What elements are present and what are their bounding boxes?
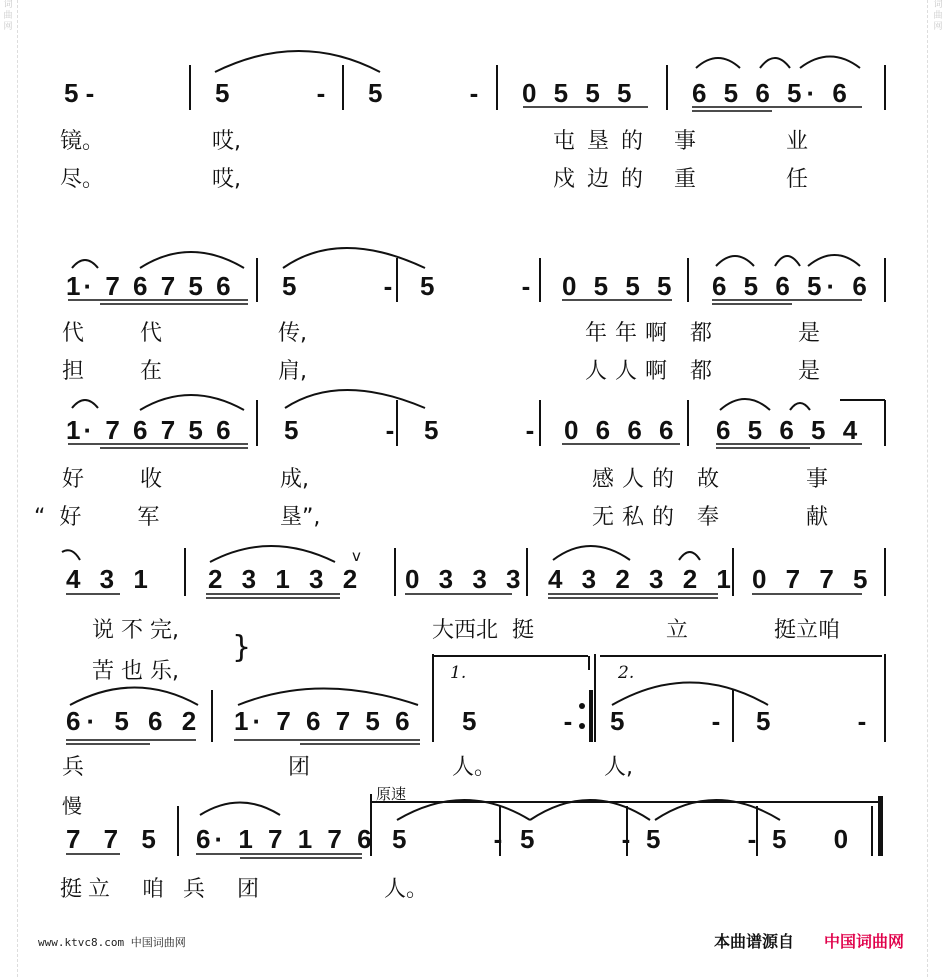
row1-lyric1-d: 业 — [786, 129, 809, 154]
row3-lyric1-d: 事 — [806, 467, 829, 492]
row4-lyric1-a: 说 不 完, — [92, 618, 179, 643]
row4-m3: 0 3 3 3 — [405, 564, 527, 594]
row1-m1: 5 - — [64, 78, 95, 108]
row6-m6: 5 0 — [772, 824, 869, 854]
row2-m5: 6 5 6 5· 6 — [712, 271, 872, 301]
row3-lyric1-b: 成, — [280, 467, 309, 492]
row4-m5: 0 7 7 5 — [752, 564, 874, 594]
row2-lyric1-b: 传, — [278, 321, 307, 346]
tempo-slow: 慢 — [62, 794, 82, 818]
tempo-original: 原速 — [376, 785, 407, 803]
volta-1: 1. — [450, 663, 467, 683]
row1-m4: 0 5 5 5 — [522, 78, 637, 108]
row3-m1: 1· 7 6 7 5 6 — [66, 415, 234, 445]
row3-lyric2-d: 献 — [806, 505, 829, 530]
side-watermark-right: 词 曲 网 — [931, 0, 945, 977]
row2-m3: 5 - — [420, 271, 571, 301]
brace: } — [232, 630, 252, 665]
row5-m5: 5 - — [756, 706, 907, 736]
row3-lyric1-c: 感人的 故 — [592, 467, 727, 492]
row4-m4: 4 3 2 3 2 1 — [548, 564, 737, 594]
row4-lyric2-a: 苦 也 乐, — [92, 659, 179, 684]
footer-brand-logo[interactable]: 中国词曲网 — [824, 932, 905, 951]
row5-m4: 5 - — [610, 706, 761, 736]
row2-lyric2-b: 肩, — [278, 359, 307, 384]
row5-lyric-d: 人, — [604, 755, 633, 780]
row1-m3: 5 - — [368, 78, 519, 108]
row3-m5: 6 5 6 5 4 — [716, 415, 863, 445]
row5-m2: 1· 7 6 7 5 6 — [234, 706, 414, 736]
row2-m1: 1· 7 6 7 5 6 — [66, 271, 234, 301]
row3-lyric2-b: 垦”, — [280, 505, 321, 530]
row4-m2: 2 3 1 3 2 — [208, 564, 364, 594]
row3-lyric1-a: 好 收 — [62, 467, 176, 492]
row6-m4: 5 - — [520, 824, 671, 854]
row6-m3: 5 - — [392, 824, 543, 854]
row3-m4: 0 6 6 6 — [564, 415, 679, 445]
row4-lyric1-c: 立 — [666, 618, 689, 643]
row3-lyric2-a: “好 军 — [34, 505, 174, 530]
row4-lyric1-b: 大西北 挺 — [432, 618, 534, 643]
row5-m1: 6· 5 6 2 — [66, 706, 203, 736]
row1-lyric1-b: 哎, — [212, 129, 241, 154]
row1-lyric2-a: 尽。 — [60, 167, 105, 192]
row1-lyric1-c: 屯垦的 事 — [553, 129, 708, 154]
row1-lyric2-c: 戍边的 重 — [553, 167, 708, 192]
row3-m2: 5 - — [284, 415, 435, 445]
row1-m5: 6 5 6 5· 6 — [692, 78, 852, 108]
row1-lyric2-b: 哎, — [212, 167, 241, 192]
row1-m2: 5 - — [215, 78, 366, 108]
row3-m3: 5 - — [424, 415, 575, 445]
row3-lyric2-c: 无私的 奉 — [592, 505, 727, 530]
breath-mark: v — [352, 547, 361, 565]
row2-lyric1-d: 是 — [798, 321, 821, 346]
row6-m1: 7 7 5 — [66, 824, 164, 854]
row6-lyric-a: 挺立 咱 兵 团 — [60, 877, 265, 902]
row5-lyric-c: 人。 — [452, 755, 497, 780]
row5-lyric-a: 兵 — [62, 755, 85, 780]
footer-site-link[interactable]: www.ktvc8.com 中国词曲网 — [38, 936, 186, 949]
row6-lyric-b: 人。 — [384, 877, 429, 902]
row2-lyric2-d: 是 — [798, 359, 821, 384]
volta-2: 2. — [618, 663, 635, 683]
row2-m4: 0 5 5 5 — [562, 271, 677, 301]
row2-lyric1-a: 代 代 — [62, 321, 176, 346]
row6-m5: 5 - — [646, 824, 797, 854]
row4-m1: 4 3 1 — [66, 564, 154, 594]
row2-lyric1-c: 年年啊 都 — [585, 321, 720, 346]
row6-m2: 6· 1 7 1 7 6 — [196, 824, 376, 854]
row2-m2: 5 - — [282, 271, 433, 301]
side-watermark-left: 词 曲 网 — [1, 0, 15, 977]
row2-lyric2-a: 担 在 — [62, 359, 176, 384]
footer-source-label: 本曲谱源自 — [714, 932, 795, 951]
row5-lyric-b: 团 — [288, 755, 311, 780]
row5-m3: 5 - — [462, 706, 613, 736]
row2-lyric2-c: 人人啊 都 — [585, 359, 720, 384]
row1-lyric1-a: 镜。 — [60, 129, 105, 154]
row4-lyric1-d: 挺立咱 — [774, 618, 841, 643]
row1-lyric2-d: 任 — [786, 167, 809, 192]
